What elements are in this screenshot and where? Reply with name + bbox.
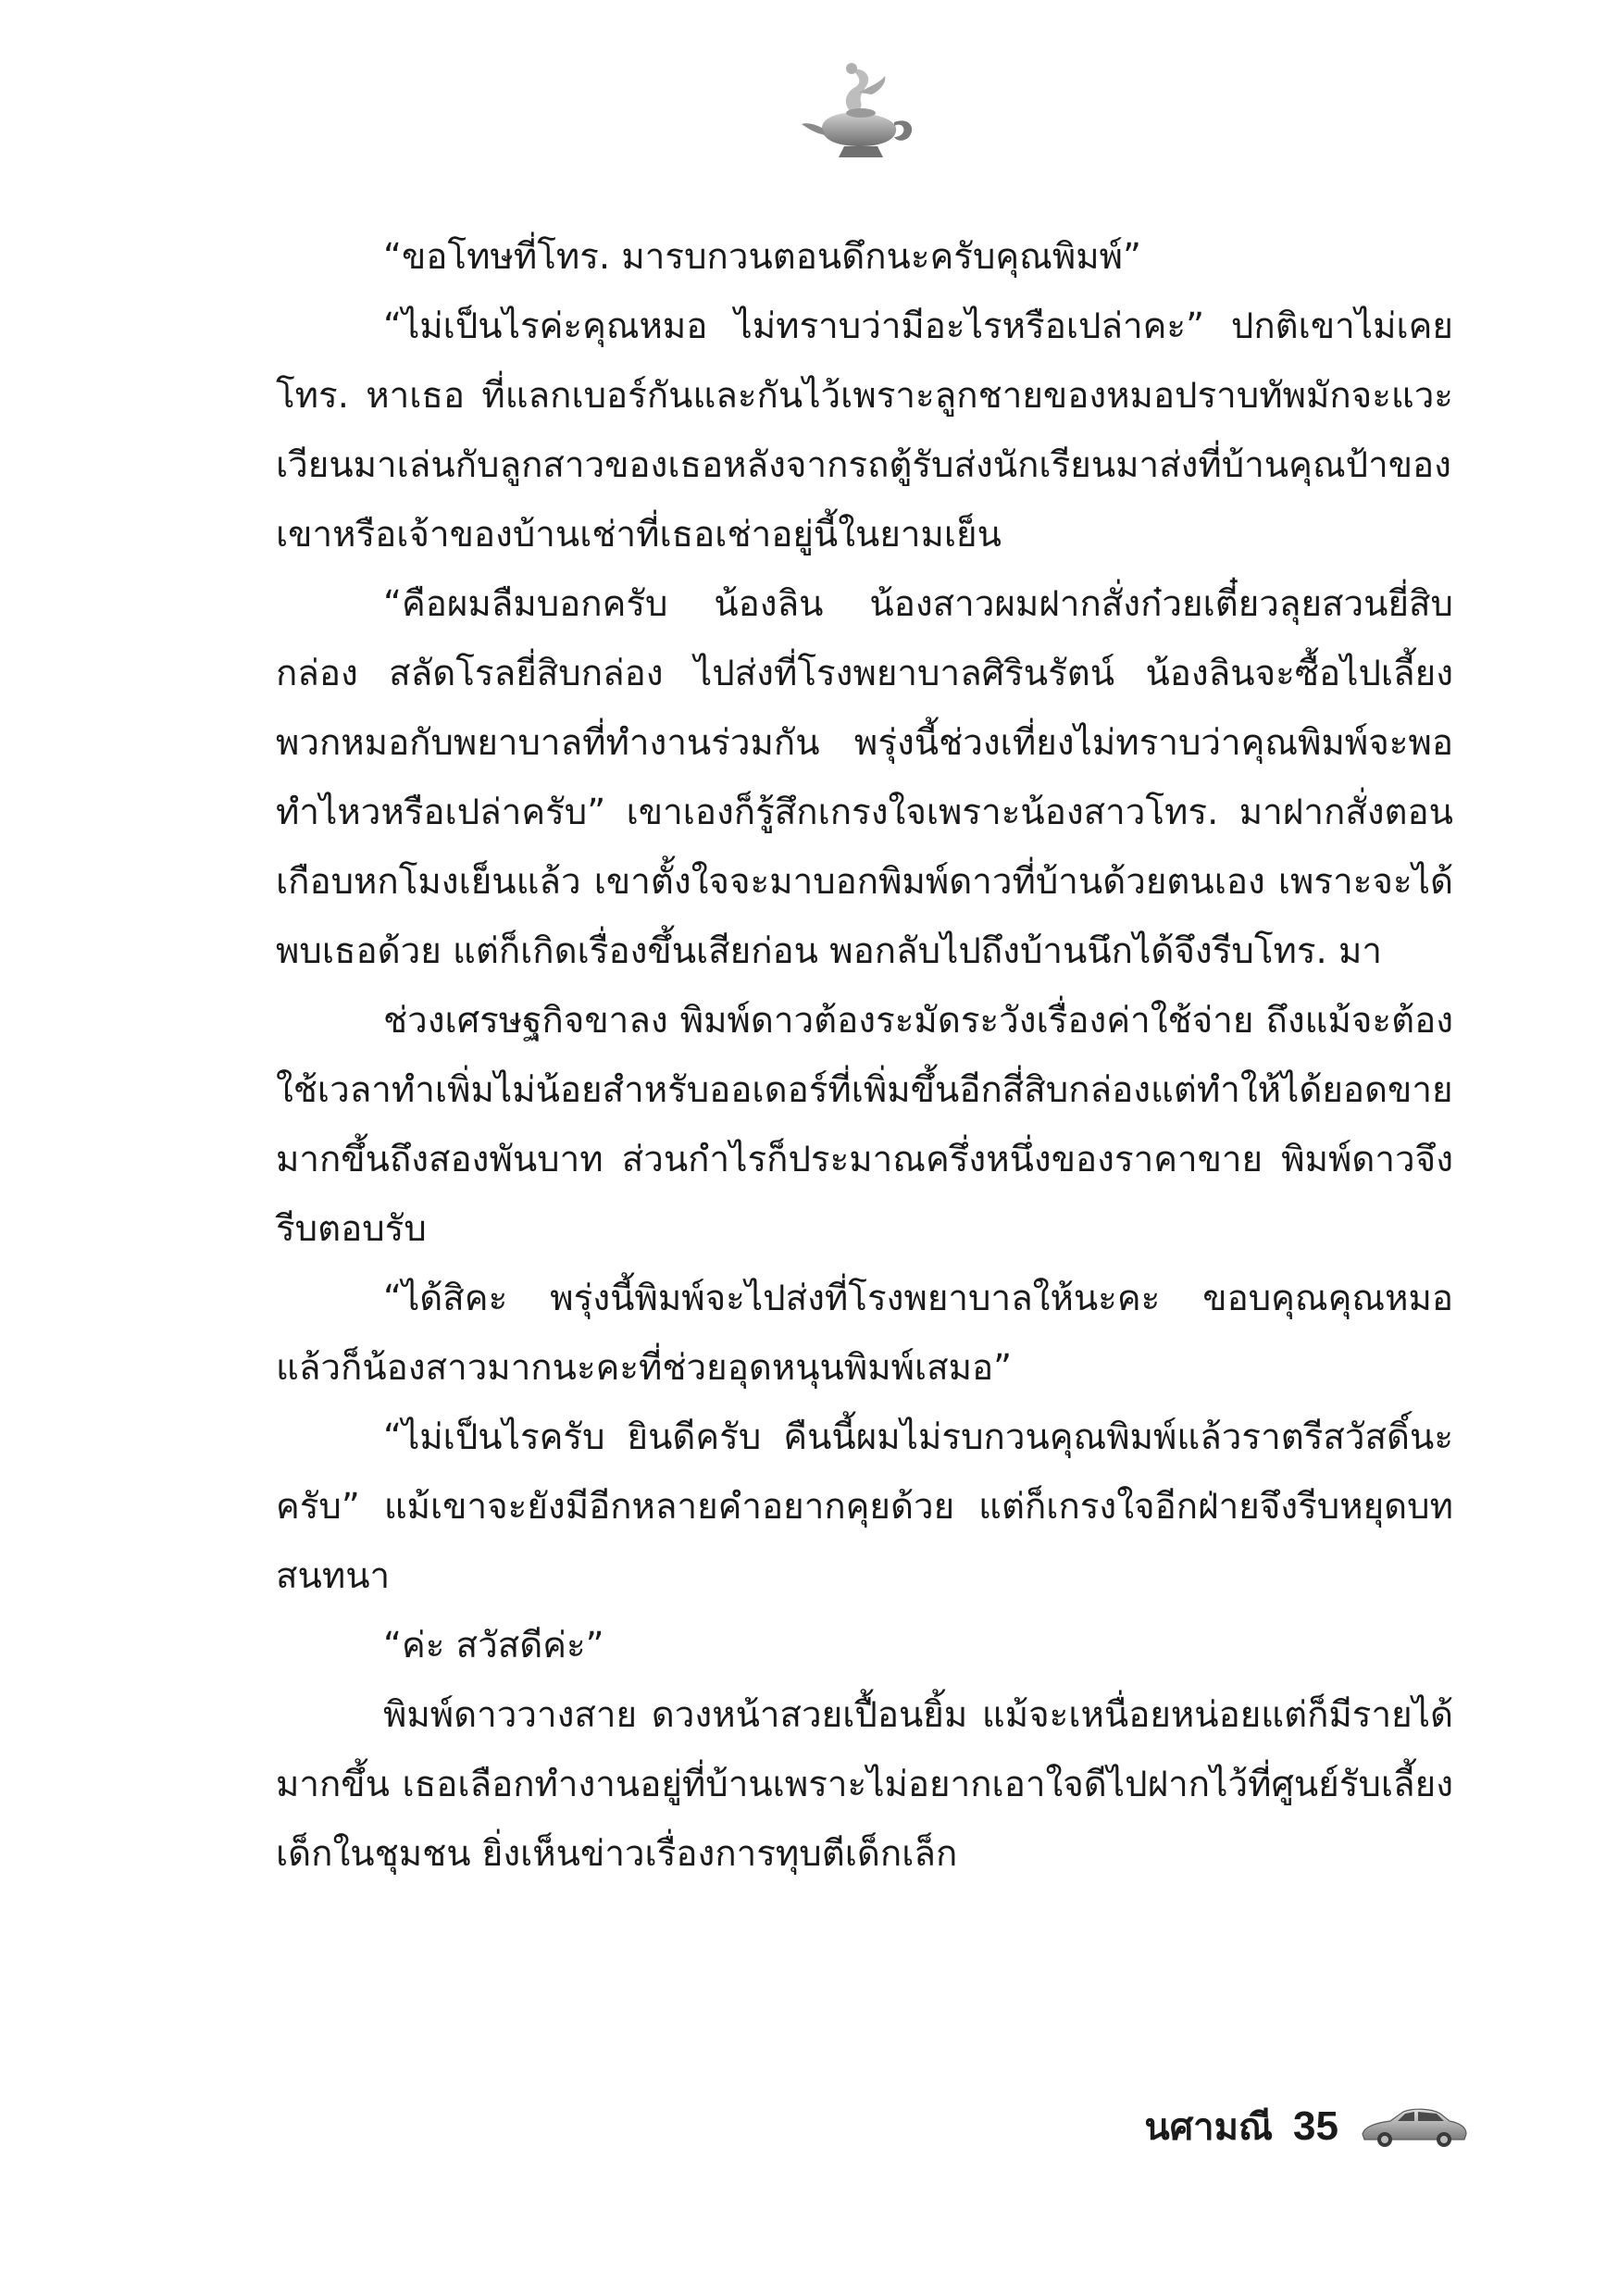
- page-number: 35: [1293, 2103, 1338, 2149]
- paragraph: “ขอโทษที่โทร. มารบกวนตอนดึกนะครับคุณพิมพ์”: [383, 236, 1141, 278]
- page-footer: [1144, 2094, 1470, 2159]
- paragraph: “ค่ะ สวัสดีค่ะ”: [383, 1625, 604, 1666]
- magic-lamp-icon: [794, 56, 924, 167]
- paragraph: ช่วงเศรษฐกิจขาลง พิมพ์ดาวต้องระมัดระวังเรื่องค่าใช้จ่าย ถึงแม้จะต้องใช้เวลาทำเพิ่มไม่น้อยสำหรับออเดอร์ที่เพิ่มขึ้นอีกสี่สิบกล่องแต่ทำให้ได้ยอดขายมากขึ้นถึงสองพันบาท ส่วนกำไรก็ประมาณครึ่งหนึ่งของราคาขาย พิมพ์ดาวจึงรีบตอบรับ: [276, 1000, 1453, 1250]
- paragraph: “ไม่เป็นไรค่ะคุณหมอ ไม่ทราบว่ามีอะไรหรือเปล่าคะ” ปกติเขาไม่เคยโทร. หาเธอ ที่แลกเบอร์กันและกันไว้เพราะลูกชายของหมอปราบทัพมักจะแวะเวียนมาเล่นกับลูกสาวของเธอหลังจากรถตู้รับส่งนักเรียนมาส่งที่บ้านคุณป้าของเขาหรือเจ้าของบ้านเช่าที่เธอเช่าอยู่นี้ในยามเย็น: [276, 306, 1453, 555]
- paragraph: “ได้สิคะ พรุ่งนี้พิมพ์จะไปส่งที่โรงพยาบาลให้นะคะ ขอบคุณคุณหมอแล้วก็น้องสาวมากนะคะที่ช่วยอุดหนุนพิมพ์เสมอ”: [276, 1278, 1453, 1389]
- paragraph: “คือผมลืมบอกครับ น้องลิน น้องสาวผมฝากสั่งก๋วยเตี๋ยวลุยสวนยี่สิบกล่อง สลัดโรลยี่สิบกล่อง ไปส่งที่โรงพยาบาลศิรินรัตน์ น้องลินจะซื้อไปเลี้ยงพวกหมอกับพยาบาลที่ทำงานร่วมกัน พรุ่งนี้ช่วงเที่ยงไม่ทราบว่าคุณพิมพ์จะพอทำไหวหรือเปล่าครับ” เขาเองก็รู้สึกเกรงใจเพราะน้องสาวโทร. มาฝากสั่งตอนเกือบหกโมงเย็นแล้ว เขาตั้งใจจะมาบอกพิมพ์ดาวที่บ้านด้วยตนเอง เพราะจะได้พบเธอด้วย แต่ก็เกิดเรื่องขึ้นเสียก่อน พอกลับไปถึงบ้านนึกได้จึงรีบโทร. มา: [276, 583, 1453, 972]
- story-text: [276, 222, 1453, 1889]
- paragraph: พิมพ์ดาววางสาย ดวงหน้าสวยเปื้อนยิ้ม แม้จะเหนื่อยหน่อยแต่ก็มีรายได้มากขึ้น เธอเลือกทำงานอยู่ที่บ้านเพราะไม่อยากเอาใจดีไปฝากไว้ที่ศูนย์รับเลี้ยงเด็กในชุมชน ยิ่งเห็นข่าวเรื่องการทุบตีเด็กเล็ก: [276, 1694, 1453, 1875]
- paragraph: “ไม่เป็นไรครับ ยินดีครับ คืนนี้ผมไม่รบกวนคุณพิมพ์แล้วราตรีสวัสดิ์นะครับ” แม้เขาจะยังมีอีกหลายคำอยากคุยด้วย แต่ก็เกรงใจอีกฝ่ายจึงรีบหยุดบทสนทนา: [276, 1416, 1453, 1597]
- book-title: นศามณี: [1144, 2106, 1274, 2149]
- car-icon: [1359, 2103, 1470, 2151]
